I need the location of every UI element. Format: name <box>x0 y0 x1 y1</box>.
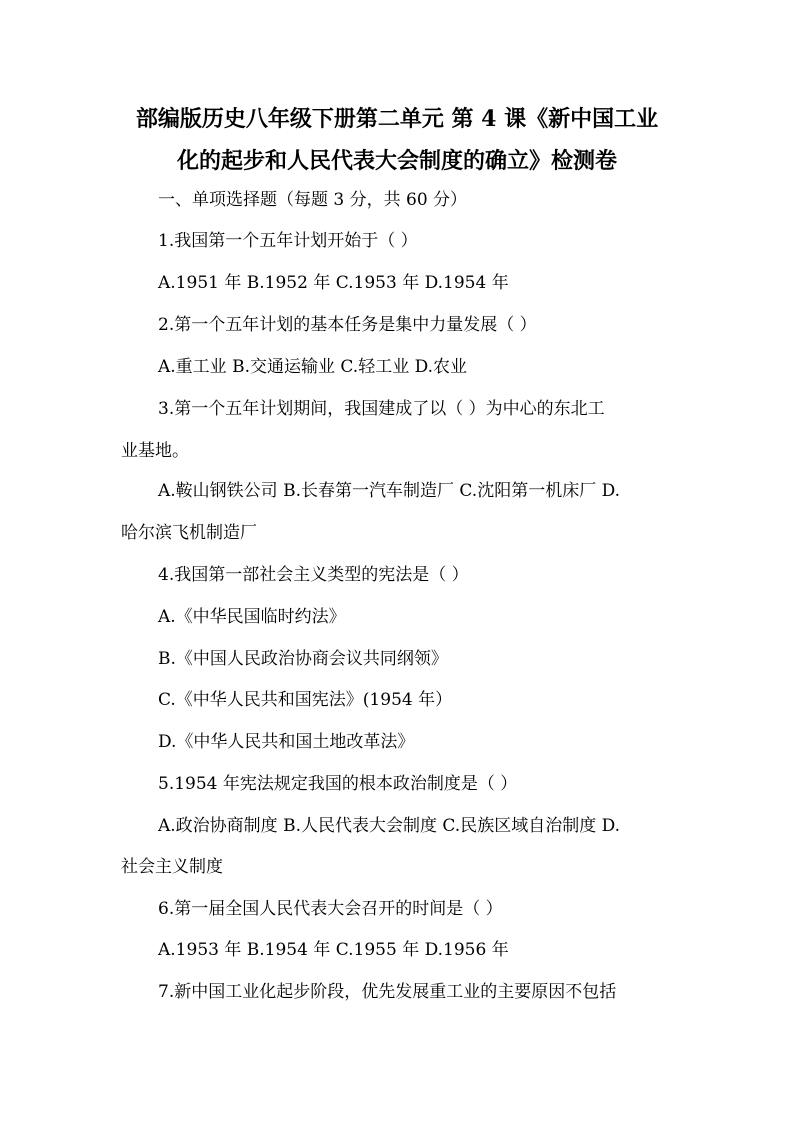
question-option-continuation: 社会主义制度 <box>121 857 223 877</box>
question-stem: 7.新中国工业化起步阶段，优先发展重工业的主要原因不包括 <box>158 982 617 1002</box>
question-option: A.1953 年 B.1954 年 C.1955 年 D.1956 年 <box>158 940 509 960</box>
question-option: B.《中国人民政治协商会议共同纲领》 <box>158 649 448 669</box>
question-option: A.鞍山钢铁公司 B.长春第一汽车制造厂 C.沈阳第一机床厂 D. <box>158 481 621 501</box>
question-stem-continuation: 业基地。 <box>121 441 189 461</box>
question-stem: 1.我国第一个五年计划开始于（ ） <box>158 231 418 251</box>
question-stem: 6.第一届全国人民代表大会召开的时间是（ ） <box>158 899 503 919</box>
question-stem: 4.我国第一部社会主义类型的宪法是（ ） <box>158 565 469 585</box>
question-option: A.政治协商制度 B.人民代表大会制度 C.民族区域自治制度 D. <box>158 816 621 836</box>
document-title-line-1: 部编版历史八年级下册第二单元 第 4 课《新中国工业 <box>135 106 659 132</box>
question-option-continuation: 哈尔滨飞机制造厂 <box>121 523 257 543</box>
question-option: D.《中华人民共和国土地改革法》 <box>158 732 415 752</box>
question-stem: 5.1954 年宪法规定我国的根本政治制度是（ ） <box>158 774 518 794</box>
section-heading: 一、单项选择题（每题 3 分，共 60 分） <box>158 190 468 210</box>
question-option: A.重工业 B.交通运输业 C.轻工业 D.农业 <box>158 357 468 377</box>
question-stem: 2.第一个五年计划的基本任务是集中力量发展（ ） <box>158 315 537 335</box>
question-option: A.1951 年 B.1952 年 C.1953 年 D.1954 年 <box>158 273 509 293</box>
question-option: C.《中华人民共和国宪法》(1954 年） <box>158 690 453 710</box>
question-option: A.《中华民国临时约法》 <box>158 607 346 627</box>
document-title-line-2: 化的起步和人民代表大会制度的确立》检测卷 <box>176 148 617 174</box>
question-stem: 3.第一个五年计划期间，我国建成了以（ ）为中心的东北工 <box>158 399 605 419</box>
